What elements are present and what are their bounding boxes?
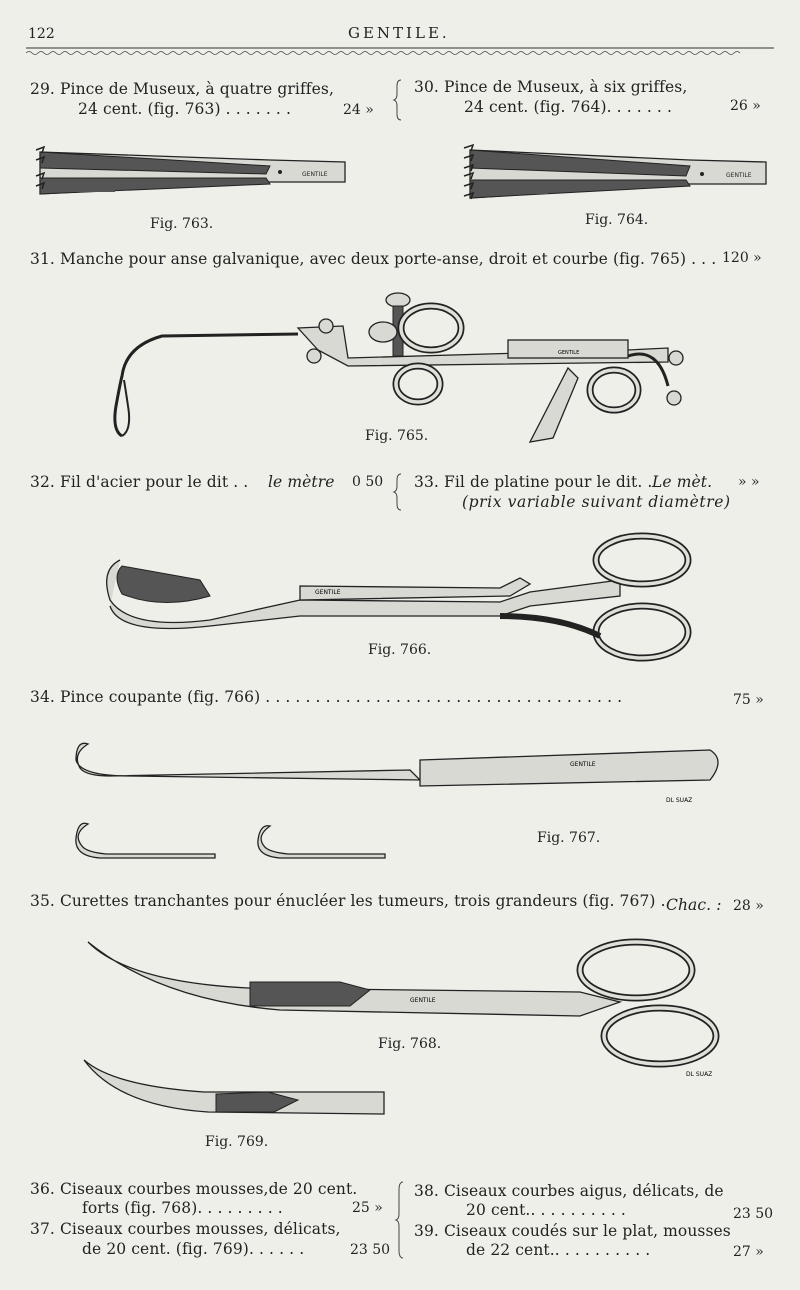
item-39-price: 27 » — [733, 1244, 764, 1260]
item-30-line2: 24 cent. (fig. 764). . . . . . . — [464, 98, 672, 116]
item-35-text: 35. Curettes tranchantes pour énucléer les tumeurs, trois grandeurs (fig. 767) . — [30, 892, 666, 910]
figure-764-museux-forceps — [460, 140, 770, 210]
item-30-line1: 30. Pince de Museux, à six griffes, — [414, 78, 688, 96]
item-31-price: 120 » — [722, 250, 762, 266]
caption-fig-768: Fig. 768. — [378, 1036, 442, 1052]
item-39-line1: 39. Ciseaux coudés sur le plat, mousses — [414, 1222, 731, 1240]
item-29-line2: 24 cent. (fig. 763) . . . . . . . — [78, 100, 291, 118]
item-37-price: 23 50 — [350, 1242, 391, 1258]
running-title: GENTILE. — [348, 24, 450, 42]
page-number: 122 — [28, 26, 55, 42]
item-32-price: 0 50 — [352, 474, 384, 490]
brace-36-39 — [396, 1180, 408, 1260]
item-36-line2: forts (fig. 768). . . . . . . . . — [82, 1199, 283, 1217]
engraved-brand-767: GENTILE — [570, 761, 596, 768]
item-31-text: 31. Manche pour anse galvanique, avec deux porte-anse, droit et courbe (fig. 765) . . . — [30, 250, 717, 268]
caption-fig-767: Fig. 767. — [537, 830, 601, 846]
header-rule — [26, 44, 774, 58]
item-32-text: 32. Fil d'acier pour le dit . . — [30, 473, 249, 491]
item-34-price: 75 » — [733, 692, 764, 708]
item-37-line2: de 20 cent. (fig. 769). . . . . . — [82, 1240, 305, 1258]
item-39-line2: de 22 cent.. . . . . . . . . . — [466, 1241, 651, 1259]
item-37-line1: 37. Ciseaux courbes mousses, délicats, — [30, 1220, 341, 1238]
item-34-text: 34. Pince coupante (fig. 766) . . . . . . . . . . . . . . . . . . . . . . . . . . . . . . . . . . . . — [30, 688, 623, 706]
figure-763-museux-forceps — [30, 138, 350, 208]
engraved-brand-768: GENTILE — [410, 997, 436, 1004]
figure-767-sharp-curettes — [70, 730, 730, 870]
item-29-price: 24 » — [343, 102, 374, 118]
item-33-text: 33. Fil de platine pour le dit. . — [414, 473, 653, 491]
brace-32-33 — [394, 472, 406, 512]
item-32-unit: le mètre — [268, 473, 335, 491]
item-35-unit: Chac. : — [666, 896, 722, 914]
figure-769-curved-scissors — [78, 1054, 398, 1124]
item-36-price: 25 » — [352, 1200, 383, 1216]
item-36-line1: 36. Ciseaux courbes mousses,de 20 cent. — [30, 1180, 358, 1198]
caption-fig-764: Fig. 764. — [585, 212, 649, 228]
item-33-unit: Le mèt. — [652, 473, 713, 491]
caption-fig-766: Fig. 766. — [368, 642, 432, 658]
engraved-brand-765: GENTILE — [558, 350, 580, 356]
caption-fig-765: Fig. 765. — [365, 428, 429, 444]
item-30-price: 26 » — [730, 98, 761, 114]
engraved-brand-764: GENTILE — [726, 172, 752, 179]
engraved-brand-763: GENTILE — [302, 171, 328, 178]
item-35-price: 28 » — [733, 898, 764, 914]
item-38-price: 23 50 — [733, 1206, 774, 1222]
engraved-brand-766: GENTILE — [315, 589, 341, 596]
item-33-note: (prix variable suivant diamètre) — [462, 493, 731, 511]
item-29-line1: 29. Pince de Museux, à quatre griffes, — [30, 80, 334, 98]
item-38-line1: 38. Ciseaux courbes aigus, délicats, de — [414, 1182, 724, 1200]
brace-29-30 — [394, 78, 406, 122]
caption-fig-763: Fig. 763. — [150, 216, 214, 232]
caption-fig-769: Fig. 769. — [205, 1134, 269, 1150]
item-38-line2: 20 cent.. . . . . . . . . . — [466, 1201, 626, 1219]
engraver-signature-767: DL SUAZ — [666, 797, 693, 804]
item-33-price: » » — [738, 474, 760, 490]
engraver-signature-768: DL SUAZ — [686, 1071, 713, 1078]
figure-765-galvanic-handle — [108, 288, 698, 448]
